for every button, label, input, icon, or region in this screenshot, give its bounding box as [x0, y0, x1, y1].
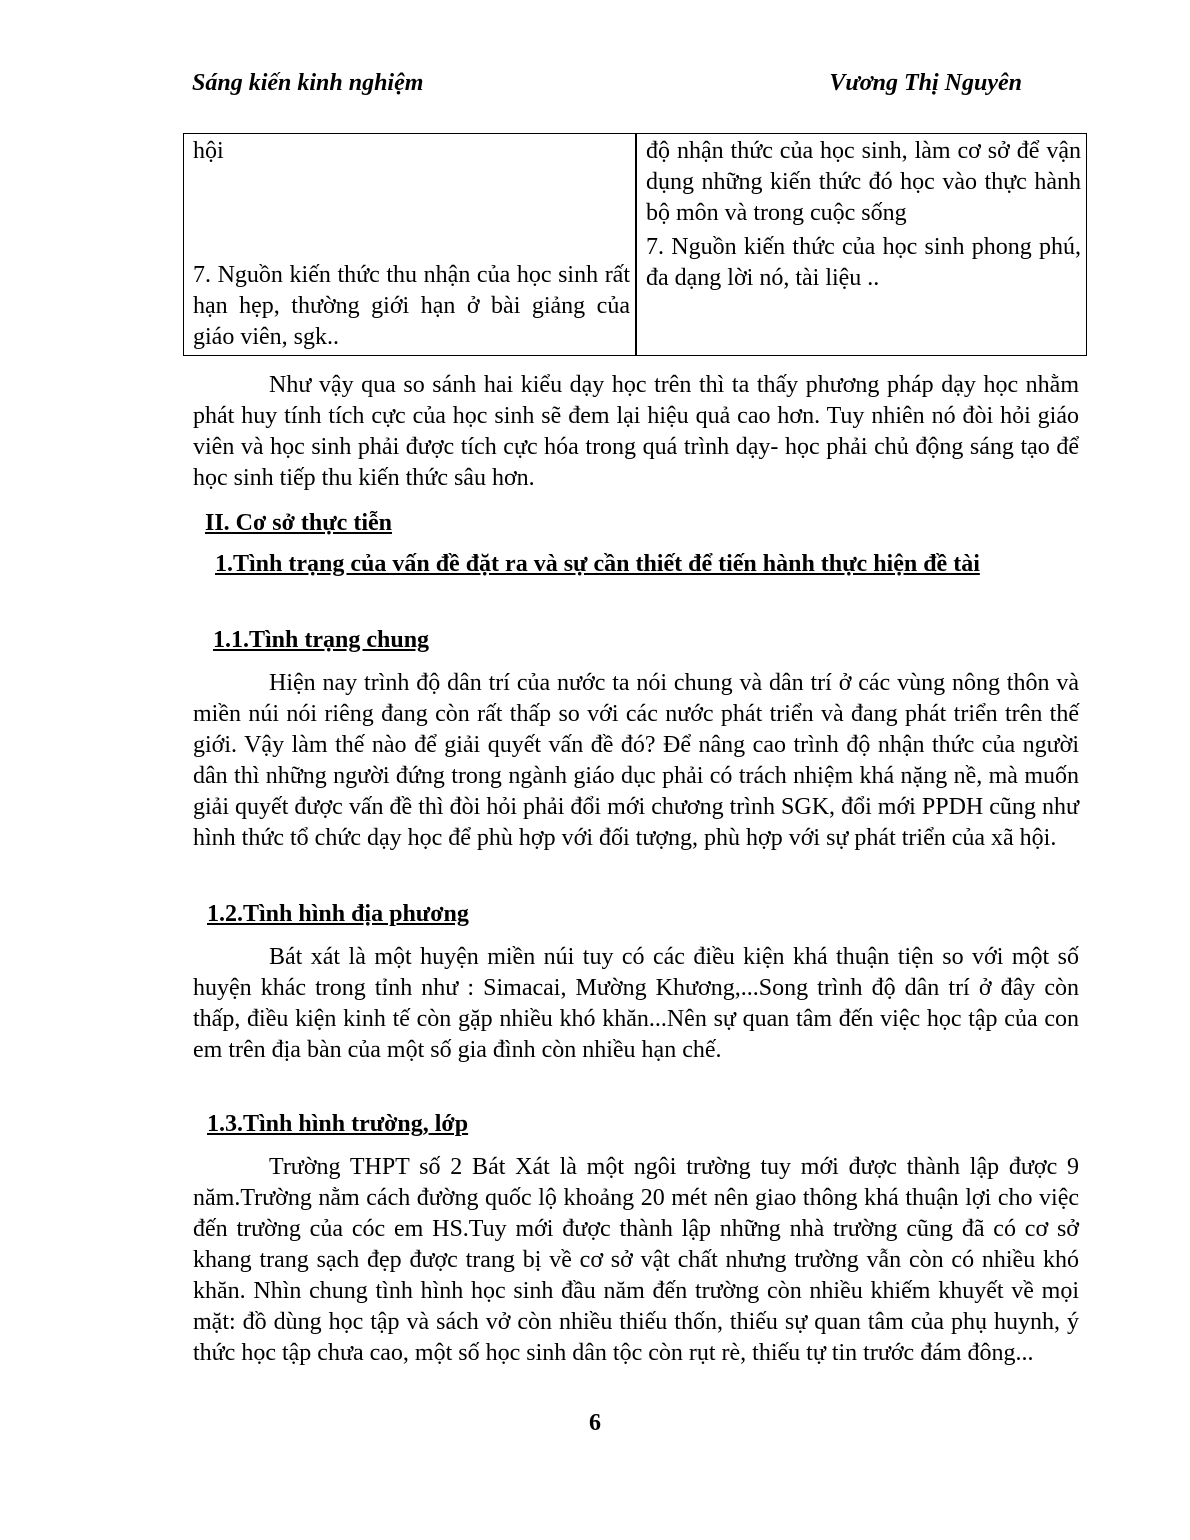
- section-title: II. Cơ sở thực tiễn: [205, 510, 392, 536]
- section-1-3-body: [193, 1152, 1079, 1369]
- section-2-heading: [205, 508, 1091, 539]
- intro-paragraph: Như vậy qua so sánh hai kiểu dạy học trên thì ta thấy phương pháp dạy học nhằm phát huy tính tích cực của học sinh sẽ đem lại hiệu quả cao hơn. Tuy nhiên nó đòi hỏi giáo viên và học sinh phải được tích cực hóa trong quá trình dạy- học phải chủ động sáng tạo để học sinh tiếp thu kiến thức sâu hơn.: [193, 372, 1079, 491]
- comparison-table: [183, 133, 1087, 356]
- section-1-1-body: [193, 668, 1079, 854]
- cell-item-7-left: 7. Nguồn kiến thức thu nhận của học sinh rất hạn hẹp, thường giới hạn ở bài giảng của giáo viên, sgk..: [193, 262, 630, 350]
- cell-continued-text: hội: [193, 138, 224, 164]
- paragraph: Hiện nay trình độ dân trí của nước ta nói chung và dân trí ở các vùng nông thôn và miền núi nói riêng đang còn rất thấp so với các nước phát triển và đang phát triển trên thế giới. Vậy làm thế nào để giải quyết vấn đề đó? Để nâng cao trình độ nhận thức của người dân thì những người đứng trong ngành giáo dục phải có trách nhiệm khá nặng nề, mà muốn giải quyết được vấn đề thì đòi hỏi phải đổi mới chương trình SGK, đổi mới PPDH cũng như hình thức tổ chức dạy học để phù hợp với đối tượng, phù hợp với sự phát triển của xã hội.: [193, 670, 1079, 851]
- table-cell-left: [184, 134, 637, 356]
- cell-continued-text: độ nhận thức của học sinh, làm cơ sở để vận dụng những kiến thức đó học vào thực hành bộ môn và trong cuộc sống: [646, 138, 1081, 226]
- paragraph: Bát xát là một huyện miền núi tuy có các điều kiện khá thuận tiện so với một số huyện khác trong tỉnh như : Simacai, Mường Khương,...Song trình độ dân trí ở đây còn thấp, điều kiện kinh tế còn gặp nhiều khó khăn...Nên sự quan tâm đến việc học tập của con em trên địa bàn của một số gia đình còn nhiều hạn chế.: [193, 944, 1079, 1063]
- subsection-title: 1.1.Tình trạng chung: [213, 627, 430, 653]
- subsection-title: 1.Tình trạng của vấn đề đặt ra và sự cần thiết để tiến hành thực hiện đề tài: [215, 551, 980, 577]
- section-1-2-body: [193, 942, 1079, 1066]
- heading-1-1: [213, 625, 1099, 656]
- page-number: 6: [589, 1410, 601, 1436]
- paragraph: Trường THPT số 2 Bát Xát là một ngôi trường tuy mới được thành lập được 9 năm.Trường nằm cách đường quốc lộ khoảng 20 mét nên giao thông khá thuận lợi cho việc đến trường của cóc em HS.Tuy mới được thành lập những nhà trường cũng đã có cơ sở khang trang sạch đẹp được trang bị về cơ sở vật chất nhưng trường vẫn còn có nhiều khó khăn. Nhìn chung tình hình học sinh đầu năm đến trường còn nhiều khiếm khuyết về mọi mặt: đồ dùng học tập và sách vở còn nhiều thiếu thốn, thiếu sự quan tâm của phụ huynh, ý thức học tập chưa cao, một số học sinh dân tộc còn rụt rè, thiếu tự tin trước đám đông...: [193, 1154, 1079, 1366]
- table-cell-right: [636, 134, 1087, 356]
- heading-1-3: [207, 1109, 1093, 1140]
- subsection-title: 1.3.Tình hình trường, lớp: [207, 1111, 469, 1137]
- table-row: [184, 134, 1087, 356]
- heading-1-2: [207, 899, 1093, 930]
- header-title: Sáng kiến kinh nghiệm: [192, 70, 424, 96]
- header-author: Vương Thị Nguyên: [829, 70, 1022, 96]
- page-header: [192, 70, 1022, 106]
- cell-item-7-right: 7. Nguồn kiến thức của học sinh phong phú, đa dạng lời nó, tài liệu ..: [646, 234, 1081, 291]
- intro-section: [193, 370, 1079, 494]
- subsection-title: 1.2.Tình hình địa phương: [207, 901, 469, 927]
- section-2-1-heading: [193, 549, 1078, 580]
